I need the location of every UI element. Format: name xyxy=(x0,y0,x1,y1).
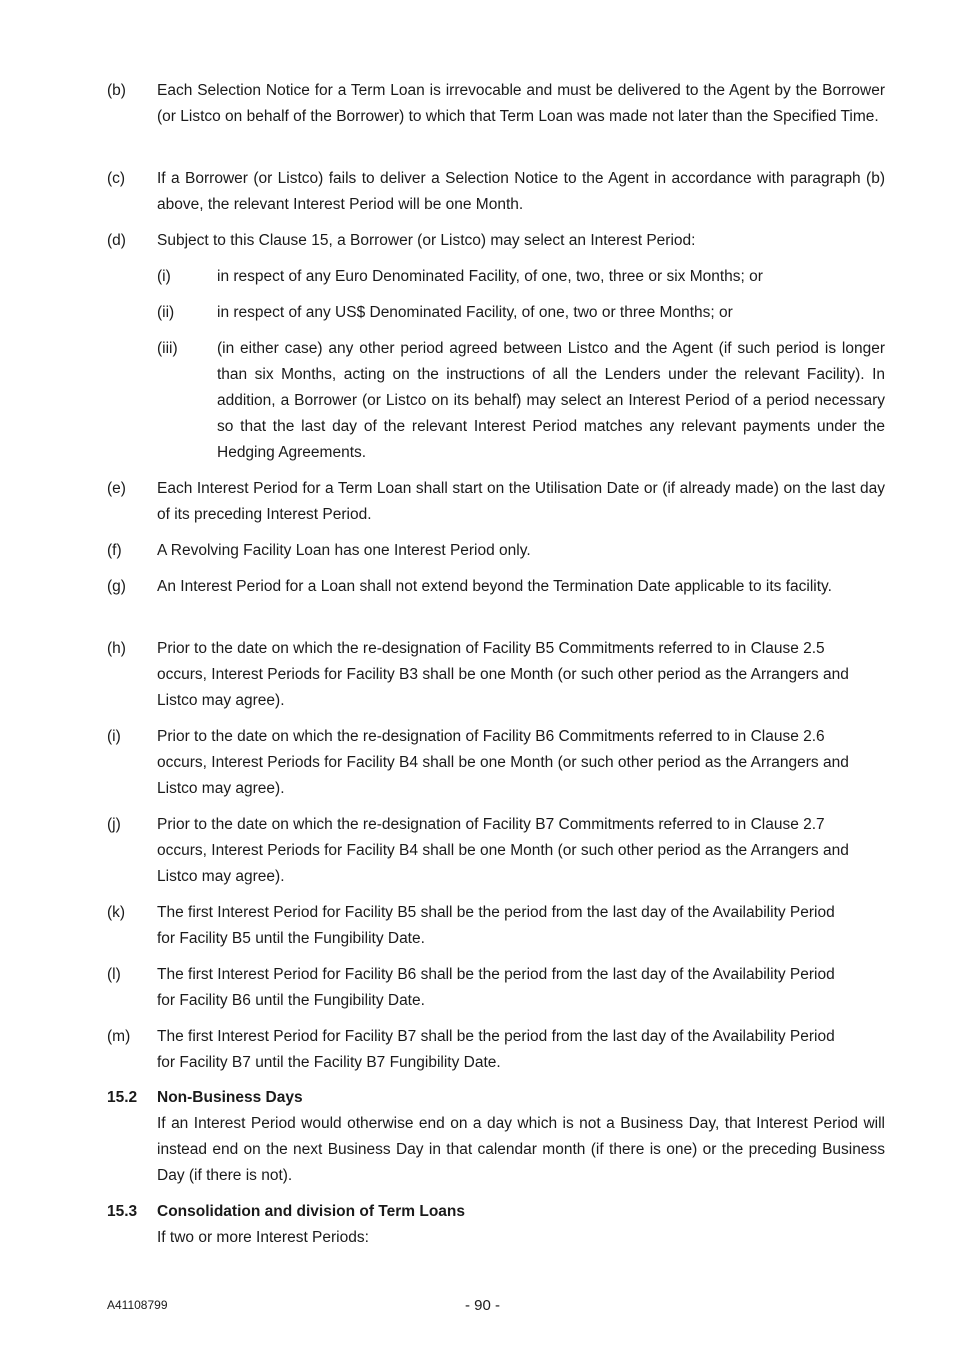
paragraph-label: (g) xyxy=(107,578,126,595)
paragraph-label: (b) xyxy=(107,82,126,99)
paragraph-label: (k) xyxy=(107,904,126,921)
subparagraph-text: in respect of any Euro Denominated Facility, of one, two, three or six Months; or xyxy=(217,268,763,285)
paragraph-label: (c) xyxy=(107,170,126,187)
section-body-15-2: If an Interest Period would otherwise end on a day which is not a Business Day, that Interest Period will instead end on the next Business Day in that calendar month (if there is one) or the preceding Business Day (if there is not). xyxy=(157,1115,885,1184)
subparagraph-label: (ii) xyxy=(157,304,175,321)
subparagraph-iii xyxy=(157,336,885,466)
paragraph-text: Each Selection Notice for a Term Loan is irrevocable and must be delivered to the Agent by the Borrower (or Listco on behalf of the Borrower) to which that Term Loan was made not later than the Specified Time. xyxy=(157,82,885,125)
subparagraph-text: in respect of any US$ Denominated Facility, of one, two or three Months; or xyxy=(217,304,733,321)
paragraph-label: (f) xyxy=(107,542,122,559)
paragraph-text: The first Interest Period for Facility B5 shall be the period from the last day of the Availability Period for Facility B5 until the Fungibility Date. xyxy=(157,904,835,947)
section-body-15-3: If two or more Interest Periods: xyxy=(157,1229,369,1246)
paragraph-text: A Revolving Facility Loan has one Interest Period only. xyxy=(157,542,531,559)
subparagraph-label: (i) xyxy=(157,268,171,285)
paragraph-label: (m) xyxy=(107,1028,131,1045)
subparagraph-i xyxy=(157,264,885,290)
paragraph-text: If a Borrower (or Listco) fails to deliver a Selection Notice to the Agent in accordance with paragraph (b) above, the relevant Interest Period will be one Month. xyxy=(157,170,885,213)
section-heading-15-3 xyxy=(107,1199,885,1225)
paragraph-k xyxy=(107,900,885,952)
paragraph-label: (d) xyxy=(107,232,126,249)
paragraph-label: (j) xyxy=(107,816,121,833)
paragraph-text: Prior to the date on which the re-designation of Facility B6 Commitments referred to in Clause 2.6 occurs, Interest Periods for Facility B4 shall be one Month (or such other period as the Arrangers and Listco may agree). xyxy=(157,728,849,797)
section-title: Non-Business Days xyxy=(157,1089,303,1106)
paragraph-m xyxy=(107,1024,885,1076)
document-reference: A41108799 xyxy=(107,1298,168,1312)
section-title: Consolidation and division of Term Loans xyxy=(157,1203,466,1220)
paragraph-text: Subject to this Clause 15, a Borrower (or Listco) may select an Interest Period: xyxy=(157,232,696,249)
section-heading-15-2 xyxy=(107,1085,885,1111)
paragraph-e xyxy=(107,476,885,528)
subparagraph-label: (iii) xyxy=(157,340,178,357)
page-number: - 90 - xyxy=(464,1297,500,1314)
paragraph-l xyxy=(107,962,885,1014)
subparagraph-ii xyxy=(157,300,885,326)
paragraph-label: (i) xyxy=(107,728,121,745)
section-number: 15.3 xyxy=(107,1203,138,1220)
paragraph-c xyxy=(107,166,885,218)
paragraph-f xyxy=(107,538,885,564)
paragraph-label: (h) xyxy=(107,640,126,657)
paragraph-text: Prior to the date on which the re-designation of Facility B5 Commitments referred to in Clause 2.5 occurs, Interest Periods for Facility B3 shall be one Month (or such other period as the Arrangers and Listco may agree). xyxy=(157,640,849,709)
section-number: 15.2 xyxy=(107,1089,138,1106)
paragraph-text: The first Interest Period for Facility B7 shall be the period from the last day of the Availability Period for Facility B7 until the Facility B7 Fungibility Date. xyxy=(157,1028,835,1071)
paragraph-text: An Interest Period for a Loan shall not extend beyond the Termination Date applicable to its facility. xyxy=(157,578,832,595)
subparagraph-text: (in either case) any other period agreed between Listco and the Agent (if such period is longer than six Months, acting on the instructions of all the Lenders under the relevant Facility). In addition, a Borrower (or Listco on its behalf) may select an Interest Period of a period necessary so that the last day of the relevant Interest Period matches any relevant payments under the Hedging Agreements. xyxy=(217,340,885,461)
paragraph-h xyxy=(107,636,885,714)
paragraph-text: Prior to the date on which the re-designation of Facility B7 Commitments referred to in Clause 2.7 occurs, Interest Periods for Facility B4 shall be one Month (or such other period as the Arrangers and Listco may agree). xyxy=(157,816,849,885)
paragraph-d xyxy=(107,228,885,254)
paragraph-g xyxy=(107,574,885,600)
paragraph-text: The first Interest Period for Facility B6 shall be the period from the last day of the Availability Period for Facility B6 until the Fungibility Date. xyxy=(157,966,835,1009)
paragraph-label: (e) xyxy=(107,480,126,497)
paragraph-i xyxy=(107,724,885,802)
paragraph-b xyxy=(107,78,885,130)
paragraph-j xyxy=(107,812,885,890)
paragraph-label: (l) xyxy=(107,966,121,983)
paragraph-text: Each Interest Period for a Term Loan shall start on the Utilisation Date or (if already made) on the last day of its preceding Interest Period. xyxy=(157,480,885,523)
